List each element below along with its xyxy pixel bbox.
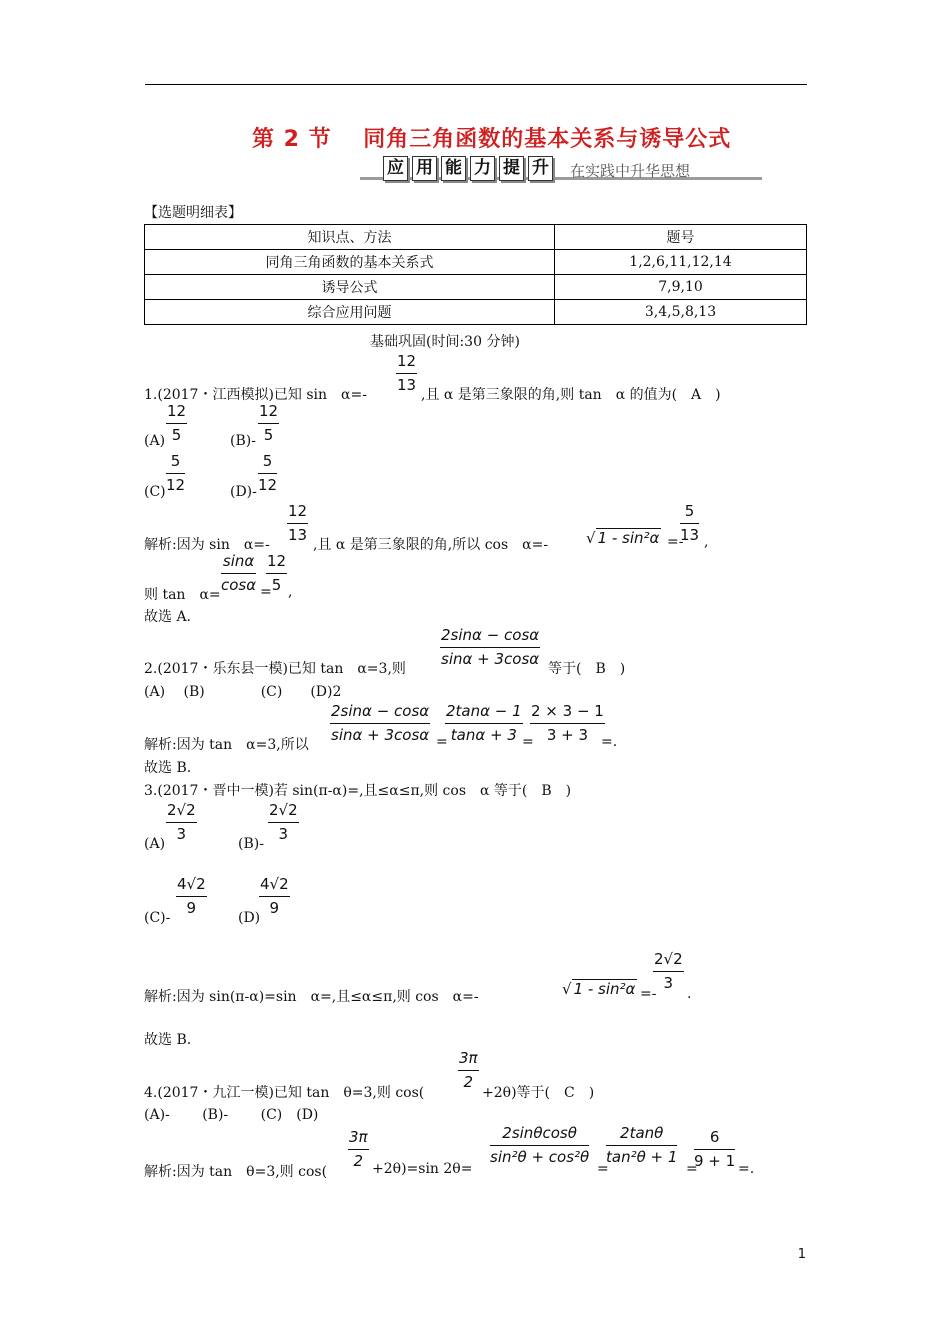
denominator: 12: [166, 476, 186, 494]
q2-solution-fraction-1: [330, 702, 430, 744]
q3-option-b: (B)-: [238, 836, 264, 852]
table-cell: 1,2,6,11,12,14: [555, 250, 807, 275]
q1-sqrt-expression: √ 1 - sin²α: [586, 529, 660, 547]
q3-option-d-fraction: [259, 875, 290, 917]
denominator: sinα + 3cosα: [441, 650, 540, 668]
denominator: 5: [171, 426, 182, 444]
equals-sign: =: [597, 1161, 609, 1177]
numerator: 12: [166, 402, 187, 424]
q1-solution-fraction: [287, 502, 308, 544]
denominator: 5: [263, 426, 274, 444]
numerator: 6: [694, 1128, 735, 1150]
q3-option-b-fraction: [268, 801, 299, 843]
denominator: 2: [353, 1152, 364, 1170]
page-title: 第 2 节 同角三角函数的基本关系与诱导公式: [252, 127, 732, 152]
numerator: 2tanα − 1: [445, 702, 523, 724]
denominator: 13: [680, 526, 700, 544]
q4-solution-middle: +2θ)=sin 2θ=: [372, 1161, 473, 1177]
table-header-cell: 题号: [555, 225, 807, 250]
banner-char-4: 力: [470, 156, 495, 181]
q3-answer: 故选 B.: [144, 1032, 192, 1048]
numerator: 2√2: [166, 801, 197, 823]
denominator: 3: [663, 974, 674, 992]
table-cell: 3,4,5,8,13: [555, 300, 807, 325]
equals-sign: =: [436, 734, 448, 750]
numerator: 5: [680, 502, 699, 524]
numerator: 5: [258, 452, 277, 474]
denominator: tanα + 3: [450, 726, 517, 744]
denominator: 9: [186, 899, 197, 917]
numerator: 12: [396, 352, 417, 374]
denominator: 5: [271, 576, 282, 594]
q4-stem-start: 4.(2017・九江一模)已知 tan θ=3,则 cos(: [144, 1085, 425, 1101]
numerator: 3π: [348, 1128, 369, 1150]
page-number: 1: [797, 1247, 806, 1262]
numerator: 4√2: [176, 875, 207, 897]
q4-solution-fraction-0: [348, 1128, 369, 1170]
numerator: 2 × 3 − 1: [530, 702, 605, 724]
q1-option-d-fraction: [258, 452, 277, 494]
table-header-cell: 知识点、方法: [145, 225, 555, 250]
q4-options: (A)- (B)- (C) (D): [144, 1107, 319, 1123]
table-header-row: [145, 225, 807, 250]
numerator: 2tanθ: [606, 1124, 677, 1146]
q2-stem-end: 等于( B ): [548, 661, 626, 677]
numerator: 4√2: [259, 875, 290, 897]
q3-option-d: (D): [238, 910, 261, 926]
q2-answer: 故选 B.: [144, 760, 192, 776]
banner-char-2: 用: [412, 156, 437, 181]
table-row: [145, 300, 807, 325]
denominator: 3: [176, 825, 187, 843]
numerator: 5: [166, 452, 185, 474]
q3-solution-fraction: [653, 950, 684, 992]
q3-sqrt-expression: √ 1 - sin²α: [562, 980, 636, 998]
table-row: [145, 250, 807, 275]
numerator: sinα: [221, 552, 256, 574]
q1-option-c: (C): [144, 484, 166, 500]
topic-table: [144, 224, 807, 325]
denominator: 12: [258, 476, 278, 494]
banner-char-1: 应: [383, 156, 408, 181]
punctuation: ,: [704, 534, 709, 550]
numerator: 2√2: [268, 801, 299, 823]
q1-solution-line2-start: 则 tan α=: [144, 587, 221, 603]
numerator: 12: [258, 402, 279, 424]
q3-option-c-fraction: [176, 875, 207, 917]
denominator: 9: [269, 899, 280, 917]
q1-solution-fraction-2: [680, 502, 699, 544]
q4-solution-fraction-1: [490, 1124, 589, 1166]
q1-option-a-fraction: [166, 402, 187, 444]
q4-solution-fraction-3: [694, 1128, 735, 1170]
denominator: sin²θ + cos²θ: [490, 1148, 590, 1166]
table-cell: 诱导公式: [145, 275, 555, 300]
q2-stem-start: 2.(2017・乐东县一模)已知 tan α=3,则: [144, 661, 406, 677]
q4-solution-fraction-2: [606, 1124, 677, 1166]
q4-stem-fraction: [458, 1049, 479, 1091]
table-cell: 7,9,10: [555, 275, 807, 300]
numerator: 2sinα − cosα: [440, 626, 540, 648]
denominator: 13: [288, 526, 308, 544]
q1-option-b: (B)-: [230, 433, 256, 449]
q1-option-c-fraction: [166, 452, 185, 494]
q1-stem-start: 1.(2017・江西模拟)已知 sin α=-: [144, 387, 367, 403]
equals-sign: =-: [640, 986, 657, 1002]
denominator: cosα: [221, 576, 257, 594]
q2-stem-fraction: [440, 626, 540, 668]
q2-solution-fraction-3: [530, 702, 605, 744]
numerator: 2sinα − cosα: [330, 702, 430, 724]
numerator: 12: [266, 552, 287, 574]
q1-result-fraction: [266, 552, 287, 594]
q1-option-a: (A): [144, 433, 166, 449]
q1-stem-end: ,且 α 是第三象限的角,则 tan α 的值为( A ): [421, 387, 721, 403]
table-cell: 同角三角函数的基本关系式: [145, 250, 555, 275]
punctuation: =.: [738, 1161, 755, 1177]
q1-option-b-fraction: [258, 402, 279, 444]
q1-ratio-fraction: [221, 552, 256, 594]
section-heading: 基础巩固(时间:30 分钟): [370, 334, 520, 350]
q3-option-a-fraction: [166, 801, 197, 843]
q2-solution-start: 解析:因为 tan α=3,所以: [144, 737, 309, 753]
table-row: [145, 275, 807, 300]
denominator: tan²θ + 1: [606, 1148, 678, 1166]
header-rule: [145, 84, 807, 85]
denominator: 9 + 1: [694, 1152, 736, 1170]
q2-solution-fraction-2: [445, 702, 523, 744]
radicand: 1 - sin²α: [597, 529, 660, 547]
banner-char-5: 提: [499, 156, 524, 181]
q1-stem-fraction: [396, 352, 417, 394]
banner-subtitle: 在实践中升华思想: [570, 162, 691, 180]
denominator: 13: [397, 376, 417, 394]
numerator: 2sinθcosθ: [490, 1124, 589, 1146]
q4-solution-start: 解析:因为 tan θ=3,则 cos(: [144, 1164, 328, 1180]
numerator: 3π: [458, 1049, 479, 1071]
punctuation: ,: [288, 584, 293, 600]
q1-option-d: (D)-: [230, 484, 257, 500]
banner-char-3: 能: [441, 156, 466, 181]
denominator: 3 + 3: [546, 726, 589, 744]
q3-solution-start: 解析:因为 sin(π-α)=sin α=,且≤α≤π,则 cos α=-: [144, 989, 479, 1005]
denominator: 3: [278, 825, 289, 843]
q4-stem-end: +2θ)等于( C ): [482, 1085, 595, 1101]
equals-sign: =: [686, 1161, 698, 1177]
denominator: sinα + 3cosα: [331, 726, 430, 744]
q1-solution-start: 解析:因为 sin α=-: [144, 537, 270, 553]
q3-option-a: (A): [144, 836, 166, 852]
q3-stem: 3.(2017・晋中一模)若 sin(π-α)=,且≤α≤π,则 cos α 等于( B ): [144, 783, 572, 799]
punctuation: =.: [601, 734, 618, 750]
q2-options: (A) (B) (C) (D)2: [144, 684, 342, 700]
q3-option-c: (C)-: [144, 910, 171, 926]
q1-answer: 故选 A.: [144, 609, 192, 625]
equals-sign: =: [522, 734, 534, 750]
numerator: 2√2: [653, 950, 684, 972]
punctuation: .: [687, 986, 692, 1002]
q1-solution-middle: ,且 α 是第三象限的角,所以 cos α=-: [313, 537, 549, 553]
denominator: 2: [463, 1073, 474, 1091]
numerator: 12: [287, 502, 308, 524]
banner-char-6: 升: [528, 156, 553, 181]
table-label: 【选题明细表】: [144, 205, 242, 221]
equals-sign: =-: [667, 534, 684, 550]
equals-sign: =: [260, 584, 272, 600]
table-cell: 综合应用问题: [145, 300, 555, 325]
radicand: 1 - sin²α: [573, 980, 636, 998]
